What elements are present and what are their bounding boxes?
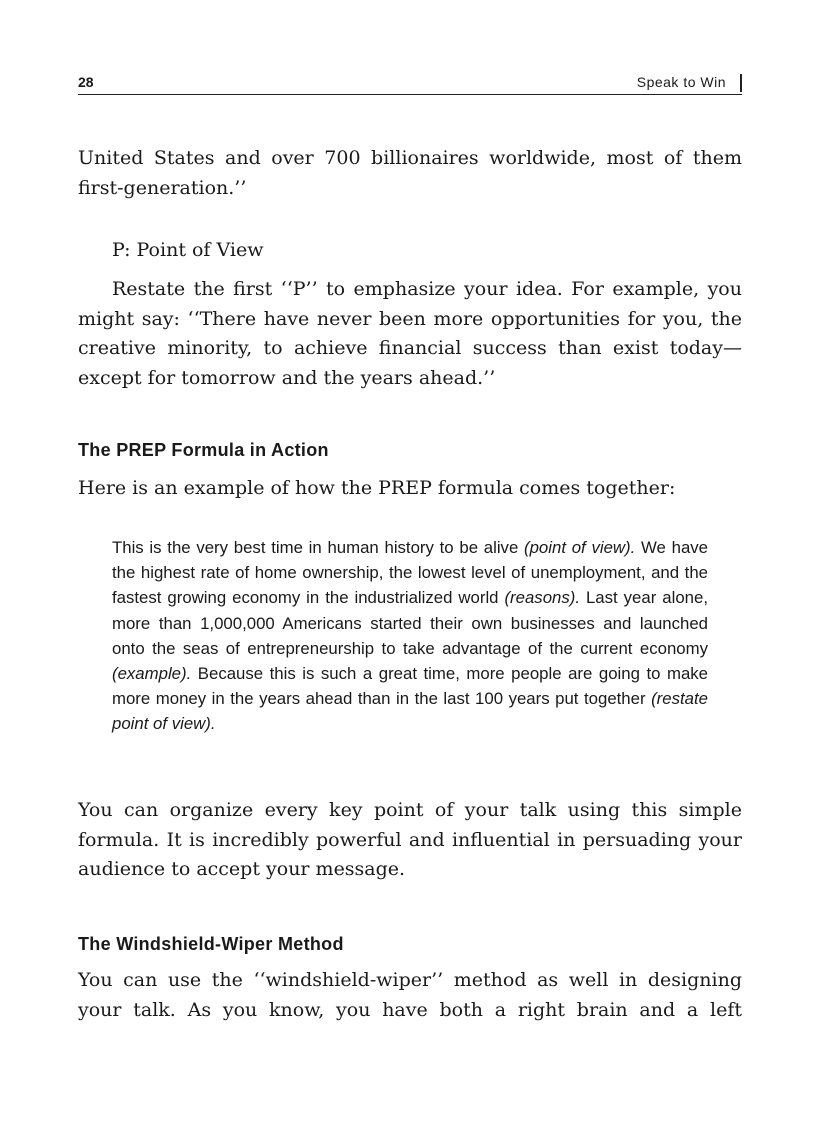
windshield-paragraph: You can use the ‘‘windshield-wiper’’ method as well in designing your talk. As you know, you have both a right brain and a left	[78, 969, 742, 1021]
point-of-view-paragraph: Restate the first ‘‘P’’ to emphasize your idea. For example, you might say: ‘‘There have never been more opportunities for you, the creative minority, to achieve financial success than exist today—except for tomorrow and the years ahead.’’	[78, 278, 742, 389]
example-tag: (reasons).	[504, 588, 581, 608]
point-of-view-label: P: Point of View	[112, 239, 264, 261]
example-tag: (example).	[112, 664, 192, 684]
example-block	[112, 535, 708, 737]
page-header	[78, 70, 742, 95]
header-rule-tick	[740, 74, 742, 92]
section-heading-windshield: The Windshield-Wiper Method	[78, 934, 344, 954]
example-text: This is the very best time in human history to be alive	[112, 538, 525, 557]
example-tag: (point of view).	[524, 538, 636, 557]
example-text: Last year alone, more than 1,000,000 Americans started their own businesses and launched onto the seas of entrepreneurship to take advantage of the current economy	[112, 588, 708, 658]
example-tag: (restate point of view).	[112, 689, 708, 734]
section-intro: Here is an example of how the PREP formula comes together:	[78, 477, 676, 499]
example-text: Because this is such a great time, more people are going to make more money in the years ahead than in the last 100 years put together	[112, 664, 708, 709]
example-text: We have the highest rate of home ownership, the lowest level of unemployment, and the fastest growing economy in the industrialized world	[112, 538, 708, 608]
continued-paragraph: United States and over 700 billionaires worldwide, most of them first-generation.’’	[78, 147, 742, 199]
running-title: Speak to Win	[636, 74, 726, 90]
page-number: 28	[78, 74, 94, 90]
summary-paragraph: You can organize every key point of your talk using this simple formula. It is incredibly powerful and influential in persuading your audience to accept your message.	[78, 799, 742, 880]
section-heading-prep: The PREP Formula in Action	[78, 440, 329, 460]
